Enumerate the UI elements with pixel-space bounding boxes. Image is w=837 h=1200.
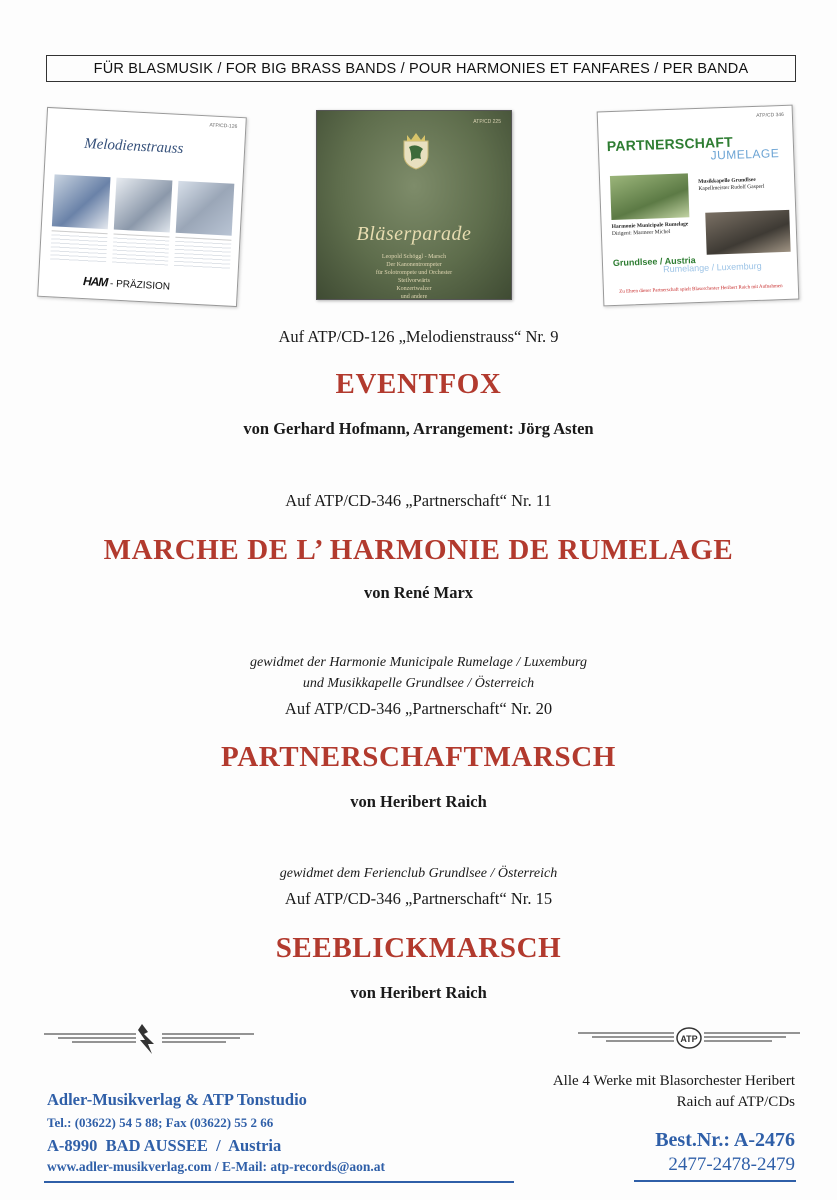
work-dedication: gewidmet der Harmonie Municipale Rumelage / Luxemburg — [250, 655, 587, 670]
cover-footer: Zu Ehren dieser Partnerschaft spielt Blasorchester Heribert Raich mit Aufnahmen — [619, 284, 783, 295]
header-banner: FÜR BLASMUSIK / FOR BIG BRASS BANDS / POUR HARMONIES ET FANFARES / PER BANDA — [46, 55, 796, 82]
publisher-web-email: www.adler-musikverlag.com / E-Mail: atp-records@aon.at — [47, 1159, 386, 1174]
work-title: PARTNERSCHAFTMARSCH — [221, 741, 616, 773]
work-title: MARCHE DE L’ HARMONIE DE RUMELAGE — [103, 534, 734, 566]
cover-photo — [176, 181, 235, 236]
cd-note: Alle 4 Werke mit Blasorchester Heribert — [552, 1073, 795, 1089]
work-author: von René Marx — [363, 583, 474, 602]
coat-of-arms-icon — [401, 131, 431, 171]
cover-descriptions — [50, 230, 231, 269]
atp-logo-icon — [578, 1024, 800, 1054]
cover-photos — [52, 174, 234, 235]
publisher-phone: Tel.: (03622) 54 5 88; Fax (03622) 55 2 66 — [47, 1115, 274, 1130]
cover-line: für Solotrompete und Orchester — [375, 270, 453, 276]
footer-rule — [44, 1181, 514, 1183]
cover-line: und andere — [400, 294, 428, 300]
cover-line: Konzertwalzer — [396, 286, 432, 292]
brand-text: - PRÄZISION — [106, 278, 171, 293]
work-title: SEEBLICKMARSCH — [275, 932, 562, 964]
work-author: von Heribert Raich — [350, 983, 487, 1002]
caption-line: Dirigent: Marmeer Michel — [611, 228, 671, 238]
work-author: von Gerhard Hofmann, Arrangement: Jörg Asten — [243, 419, 594, 438]
cd-cover-blaeserparade — [316, 110, 512, 300]
cover-places: Rumelange / Luxemburg — [663, 260, 762, 275]
cover-track-list — [317, 253, 511, 300]
caption-line: Harmonie Municipale Rumelage — [611, 221, 689, 231]
cover-code: ATP/CD-126 — [209, 122, 238, 130]
cover-code: ATP/CD 225 — [473, 119, 501, 125]
brand-mark: HAM — [82, 274, 108, 290]
cover-code: ATP/CD 346 — [756, 111, 784, 119]
cover-places: Grundlsee / Austria — [612, 255, 696, 268]
cd-note: Raich auf ATP/CDs — [676, 1094, 795, 1110]
cover-caption — [612, 221, 700, 238]
cover-brand — [83, 274, 171, 293]
cover-title: PARTNERSCHAFT — [606, 133, 734, 155]
caption-line: Musikkapelle Grundlsee — [698, 176, 756, 185]
work-dedication: und Musikkapelle Grundlsee / Österreich — [302, 676, 535, 691]
publisher-name: Adler-Musikverlag & ATP Tonstudio — [47, 1090, 307, 1109]
cover-photo — [114, 178, 173, 233]
cover-line: Leopold Schöggl - Marsch — [381, 254, 447, 260]
order-related: 2477-2478-2479 — [668, 1154, 795, 1175]
cover-photo — [705, 210, 790, 255]
publisher-address: A-8990 BAD AUSSEE / Austria — [47, 1136, 282, 1155]
cd-cover-melodienstrauss — [37, 107, 247, 307]
cover-subtitle: JUMELAGE — [710, 146, 780, 163]
footer-rule — [634, 1180, 796, 1182]
cd-cover-partnerschaft — [597, 105, 800, 307]
work-author: von Heribert Raich — [350, 792, 487, 811]
atp-logo-text: ATP — [680, 1034, 698, 1044]
work-title: EVENTFOX — [335, 368, 502, 400]
cover-photo — [610, 173, 689, 220]
work-reference: Auf ATP/CD-346 „Partnerschaft“ Nr. 11 — [285, 491, 552, 510]
adler-logo-icon — [44, 1018, 254, 1058]
cover-photo — [52, 174, 111, 229]
cover-line: Der Kanonentrompeter — [386, 262, 442, 268]
work-reference: Auf ATP/CD-126 „Melodienstrauss“ Nr. 9 — [278, 327, 559, 346]
cover-caption — [698, 176, 788, 193]
cover-title: Melodienstrauss — [83, 135, 184, 158]
work-dedication: gewidmet dem Ferienclub Grundlsee / Österreich — [279, 866, 558, 881]
cover-line: Steilvorwärts — [398, 278, 430, 284]
work-reference: Auf ATP/CD-346 „Partnerschaft“ Nr. 15 — [284, 889, 553, 908]
order-number: Best.Nr.: A-2476 — [655, 1129, 795, 1151]
work-reference: Auf ATP/CD-346 „Partnerschaft“ Nr. 20 — [284, 699, 553, 718]
caption-line: Kapellmeister Rudolf Gasperl — [698, 183, 765, 192]
cover-title: Bläserparade — [356, 223, 472, 245]
